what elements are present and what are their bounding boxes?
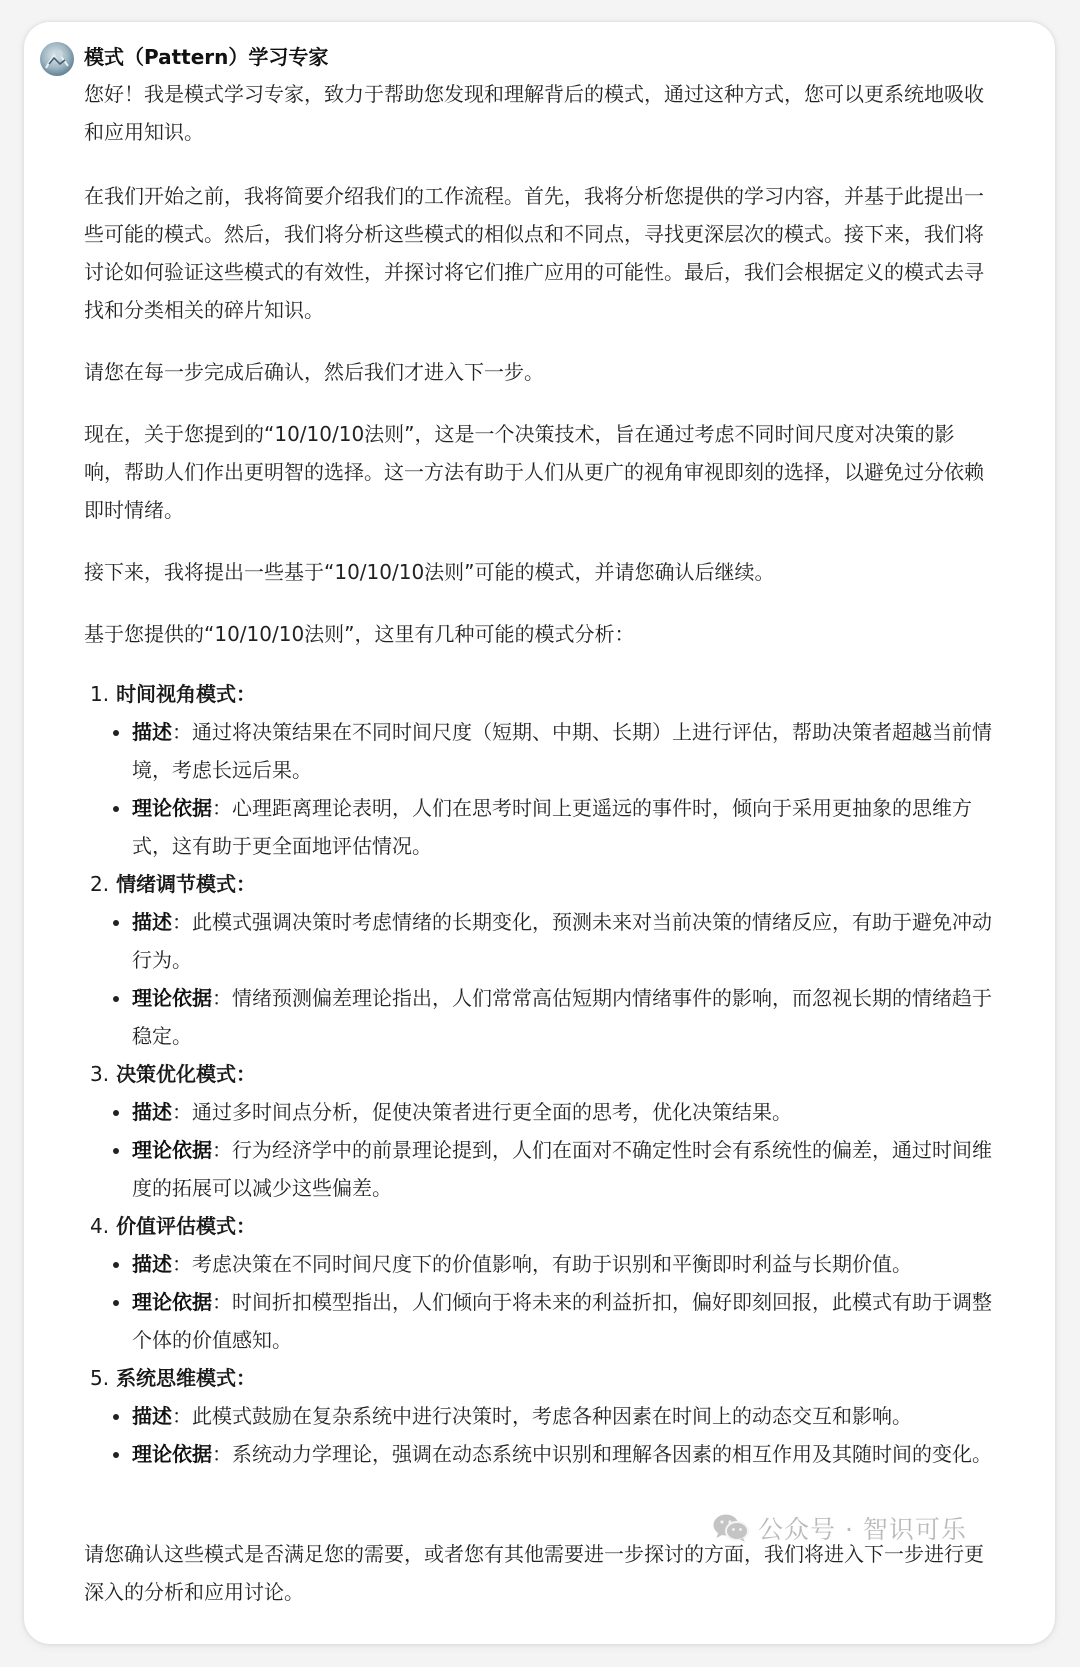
wechat-icon [712, 1512, 750, 1544]
pattern-title [84, 865, 994, 903]
pattern-item [84, 1055, 994, 1207]
pattern-item [84, 1359, 994, 1473]
bullet-dot-icon [113, 1148, 119, 1154]
pattern-desc [84, 1093, 994, 1131]
colon: ： [212, 1290, 232, 1314]
pattern-title [84, 1055, 994, 1093]
pattern-item [84, 675, 994, 865]
colon: ： [212, 1138, 232, 1162]
basis-label: 理论依据 [132, 1442, 212, 1466]
pattern-basis [84, 979, 994, 1055]
pattern-number: 4. [90, 1214, 110, 1238]
bullet-dot-icon [113, 920, 119, 926]
message-body [84, 75, 994, 1611]
basis-text: 时间折扣模型指出，人们倾向于将未来的利益折扣，偏好即刻回报，此模式有助于调整个体的价值感知。 [132, 1290, 992, 1352]
basis-label: 理论依据 [132, 986, 212, 1010]
pattern-desc [84, 1245, 994, 1283]
desc-text: 通过多时间点分析，促使决策者进行更全面的思考，优化决策结果。 [192, 1100, 792, 1124]
pattern-number: 3. [90, 1062, 110, 1086]
basis-label: 理论依据 [132, 1138, 212, 1162]
pattern-bullets [84, 1245, 994, 1359]
basis-label: 理论依据 [132, 796, 212, 820]
assistant-name: 模式（Pattern）学习专家 [84, 45, 329, 69]
bullet-dot-icon [113, 730, 119, 736]
pattern-basis [84, 1131, 994, 1207]
bullet-dot-icon [113, 1110, 119, 1116]
pattern-desc [84, 903, 994, 979]
confirm-step-paragraph: 请您在每一步完成后确认，然后我们才进入下一步。 [84, 360, 544, 384]
desc-label: 描述 [132, 910, 172, 934]
pattern-number: 1. [90, 682, 110, 706]
avatar-image-icon [40, 42, 74, 76]
chat-message-card [24, 22, 1055, 1644]
bullet-dot-icon [113, 1414, 119, 1420]
pattern-basis [84, 1283, 994, 1359]
pattern-title [84, 675, 994, 713]
bullet-dot-icon [113, 1452, 119, 1458]
pattern-desc [84, 1397, 994, 1435]
next-paragraph: 接下来，我将提出一些基于“10/10/10法则”可能的模式，并请您确认后继续。 [84, 560, 775, 584]
intro-paragraph: 您好！我是模式学习专家，致力于帮助您发现和理解背后的模式，通过这种方式，您可以更系统地吸收和应用知识。 [84, 82, 984, 144]
assistant-avatar [40, 42, 74, 76]
pattern-title-text: 系统思维模式： [116, 1366, 257, 1390]
pattern-bullets [84, 713, 994, 865]
pattern-title-text: 时间视角模式： [116, 682, 257, 706]
pattern-title [84, 1359, 994, 1397]
pattern-item [84, 865, 994, 1055]
pattern-bullets [84, 1397, 994, 1473]
pattern-title-text: 决策优化模式： [116, 1062, 257, 1086]
desc-text: 此模式强调决策时考虑情绪的长期变化，预测未来对当前决策的情绪反应，有助于避免冲动行为。 [132, 910, 992, 972]
desc-label: 描述 [132, 1404, 172, 1428]
bullet-dot-icon [113, 996, 119, 1002]
pattern-basis [84, 1435, 994, 1473]
pattern-basis [84, 789, 994, 865]
pattern-number: 5. [90, 1366, 110, 1390]
rule-intro-paragraph: 现在，关于您提到的“10/10/10法则”，这是一个决策技术，旨在通过考虑不同时间尺度对决策的影响，帮助人们作出更明智的选择。这一方法有助于人们从更广的视角审视即刻的选择，以避免过分依赖即时情绪。 [84, 422, 984, 522]
colon: ： [172, 1100, 192, 1124]
colon: ： [172, 910, 192, 934]
bullet-dot-icon [113, 806, 119, 812]
bullet-dot-icon [113, 1300, 119, 1306]
desc-label: 描述 [132, 1252, 172, 1276]
colon: ： [172, 1252, 192, 1276]
watermark-text: 公众号 · 智识可乐 [758, 1515, 967, 1544]
basis-text: 系统动力学理论，强调在动态系统中识别和理解各因素的相互作用及其随时间的变化。 [232, 1442, 992, 1466]
colon: ： [172, 1404, 192, 1428]
pattern-list [84, 675, 994, 1473]
pattern-desc [84, 713, 994, 789]
desc-text: 考虑决策在不同时间尺度下的价值影响，有助于识别和平衡即时利益与长期价值。 [192, 1252, 912, 1276]
pattern-number: 2. [90, 872, 110, 896]
bullet-dot-icon [113, 1262, 119, 1268]
desc-text: 此模式鼓励在复杂系统中进行决策时，考虑各种因素在时间上的动态交互和影响。 [192, 1404, 912, 1428]
pattern-bullets [84, 903, 994, 1055]
pattern-title [84, 1207, 994, 1245]
pattern-bullets [84, 1093, 994, 1207]
desc-label: 描述 [132, 720, 172, 744]
basis-text: 行为经济学中的前景理论提到，人们在面对不确定性时会有系统性的偏差，通过时间维度的拓展可以减少这些偏差。 [132, 1138, 992, 1200]
watermark [712, 1510, 967, 1546]
colon: ： [212, 986, 232, 1010]
desc-text: 通过将决策结果在不同时间尺度（短期、中期、长期）上进行评估，帮助决策者超越当前情境，考虑长远后果。 [132, 720, 992, 782]
basis-text: 心理距离理论表明，人们在思考时间上更遥远的事件时，倾向于采用更抽象的思维方式，这有助于更全面地评估情况。 [132, 796, 972, 858]
pattern-title-text: 情绪调节模式： [116, 872, 257, 896]
basis-label: 理论依据 [132, 1290, 212, 1314]
colon: ： [172, 720, 192, 744]
colon: ： [212, 796, 232, 820]
process-paragraph: 在我们开始之前，我将简要介绍我们的工作流程。首先，我将分析您提供的学习内容，并基于此提出一些可能的模式。然后，我们将分析这些模式的相似点和不同点，寻找更深层次的模式。接下来，我们将讨论如何验证这些模式的有效性，并探讨将它们推广应用的可能性。最后，我们会根据定义的模式去寻找和分类相关的碎片知识。 [84, 184, 984, 322]
pattern-item [84, 1207, 994, 1359]
pattern-title-text: 价值评估模式： [116, 1214, 257, 1238]
desc-label: 描述 [132, 1100, 172, 1124]
colon: ： [212, 1442, 232, 1466]
closing-paragraph: 请您确认这些模式是否满足您的需要，或者您有其他需要进一步探讨的方面，我们将进入下一步进行更深入的分析和应用讨论。 [84, 1542, 984, 1604]
basis-text: 情绪预测偏差理论指出，人们常常高估短期内情绪事件的影响，而忽视长期的情绪趋于稳定。 [132, 986, 992, 1048]
analysis-intro-paragraph: 基于您提供的“10/10/10法则”，这里有几种可能的模式分析： [84, 622, 635, 646]
